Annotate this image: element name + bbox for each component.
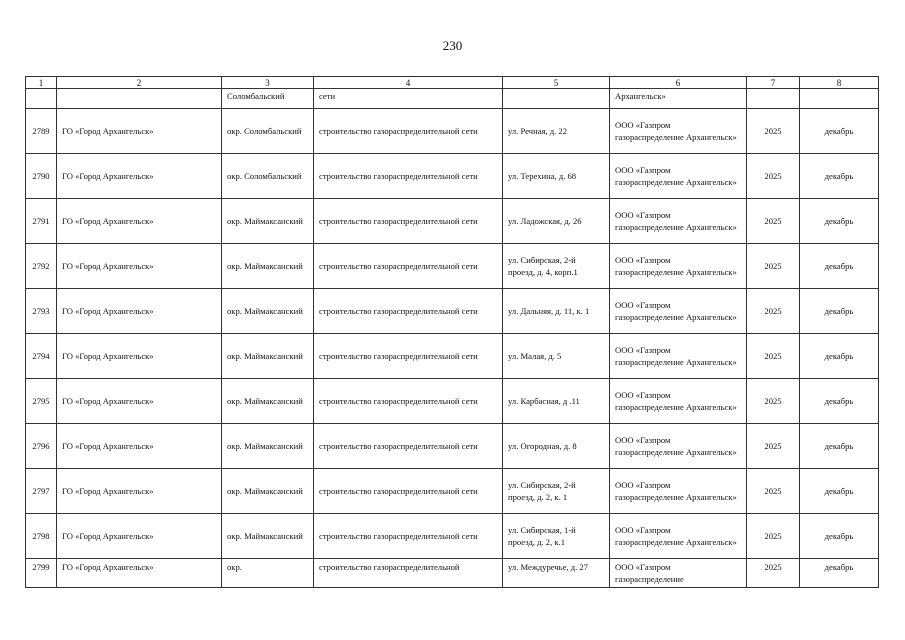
cell-num: 2797 xyxy=(26,469,57,514)
cell-num: 2790 xyxy=(26,154,57,199)
cell-district: окр. Маймаксанский xyxy=(222,379,314,424)
cell-year: 2025 xyxy=(747,424,800,469)
cell-num xyxy=(26,89,57,109)
cell-work: строительство газораспределительной сети xyxy=(314,199,503,244)
cell-mo: ГО «Город Архангельск» xyxy=(57,424,222,469)
cell-district: окр. Маймаксанский xyxy=(222,514,314,559)
cell-work: строительство газораспределительной сети xyxy=(314,469,503,514)
cell-district: окр. Соломбальский xyxy=(222,109,314,154)
col-num-6: 6 xyxy=(610,77,747,89)
col-num-1: 1 xyxy=(26,77,57,89)
cell-district: окр. Маймаксанский xyxy=(222,289,314,334)
continuation-row xyxy=(26,89,879,109)
cell-mo: ГО «Город Архангельск» xyxy=(57,289,222,334)
cell-work: строительство газораспределительной сети xyxy=(314,109,503,154)
cell-owner: ООО «Газпром газораспределение Архангельск» xyxy=(610,244,747,289)
cell-month: декабрь xyxy=(800,559,879,588)
cell-address: ул. Терехина, д. 68 xyxy=(503,154,610,199)
cell-mo xyxy=(57,89,222,109)
cell-district: окр. Маймаксанский xyxy=(222,334,314,379)
cell-year: 2025 xyxy=(747,244,800,289)
cell-month: декабрь xyxy=(800,424,879,469)
cell-work: строительство газораспределительной сети xyxy=(314,244,503,289)
cell-month: декабрь xyxy=(800,244,879,289)
cell-district: окр. xyxy=(222,559,314,588)
cell-year: 2025 xyxy=(747,199,800,244)
cell-mo: ГО «Город Архангельск» xyxy=(57,469,222,514)
col-num-5: 5 xyxy=(503,77,610,89)
cell-mo: ГО «Город Архангельск» xyxy=(57,334,222,379)
cell-num: 2799 xyxy=(26,559,57,588)
cell-mo: ГО «Город Архангельск» xyxy=(57,244,222,289)
col-num-4: 4 xyxy=(314,77,503,89)
table-row xyxy=(26,109,879,154)
table-row xyxy=(26,334,879,379)
cell-month: декабрь xyxy=(800,154,879,199)
cell-district: окр. Соломбальский xyxy=(222,154,314,199)
col-num-3: 3 xyxy=(222,77,314,89)
cell-owner: ООО «Газпром газораспределение Архангельск» xyxy=(610,379,747,424)
cell-owner: ООО «Газпром газораспределение Архангельск» xyxy=(610,334,747,379)
cell-year xyxy=(747,89,800,109)
cell-work: строительство газораспределительной xyxy=(314,559,503,588)
cell-year: 2025 xyxy=(747,154,800,199)
cell-mo: ГО «Город Архангельск» xyxy=(57,514,222,559)
cell-num: 2791 xyxy=(26,199,57,244)
cell-address: ул. Дальняя, д. 11, к. 1 xyxy=(503,289,610,334)
cell-num: 2789 xyxy=(26,109,57,154)
cell-owner: ООО «Газпром газораспределение Архангельск» xyxy=(610,289,747,334)
cell-month: декабрь xyxy=(800,109,879,154)
cell-num: 2795 xyxy=(26,379,57,424)
cell-num: 2796 xyxy=(26,424,57,469)
cell-year: 2025 xyxy=(747,514,800,559)
cell-owner: ООО «Газпром газораспределение Архангельск» xyxy=(610,469,747,514)
cell-num: 2794 xyxy=(26,334,57,379)
table-row xyxy=(26,154,879,199)
cell-address: ул. Ладожская, д. 26 xyxy=(503,199,610,244)
cell-month: декабрь xyxy=(800,379,879,424)
cell-mo: ГО «Город Архангельск» xyxy=(57,379,222,424)
cell-owner: ООО «Газпром газораспределение Архангельск» xyxy=(610,424,747,469)
cell-address: ул. Речная, д. 22 xyxy=(503,109,610,154)
gasification-table xyxy=(25,76,879,588)
page-number: 230 xyxy=(442,38,463,53)
cell-district: окр. Маймаксанский xyxy=(222,244,314,289)
cell-work: строительство газораспределительной сети xyxy=(314,379,503,424)
cell-year: 2025 xyxy=(747,289,800,334)
cell-month: декабрь xyxy=(800,469,879,514)
cell-month: декабрь xyxy=(800,334,879,379)
cell-work: строительство газораспределительной сети xyxy=(314,334,503,379)
cell-district: Соломбальский xyxy=(222,89,314,109)
cell-month xyxy=(800,89,879,109)
cell-address: ул. Карбасная, д .11 xyxy=(503,379,610,424)
cell-mo: ГО «Город Архангельск» xyxy=(57,199,222,244)
cell-num: 2793 xyxy=(26,289,57,334)
cell-work: строительство газораспределительной сети xyxy=(314,514,503,559)
cell-owner: ООО «Газпром газораспределение xyxy=(610,559,747,588)
cell-district: окр. Маймаксанский xyxy=(222,424,314,469)
cell-address: ул. Малая, д. 5 xyxy=(503,334,610,379)
cell-year: 2025 xyxy=(747,469,800,514)
cell-address: ул. Сибирская, 2-й проезд, д. 2, к. 1 xyxy=(503,469,610,514)
cell-month: декабрь xyxy=(800,199,879,244)
cell-work: строительство газораспределительной сети xyxy=(314,154,503,199)
table-row xyxy=(26,379,879,424)
cell-mo: ГО «Город Архангельск» xyxy=(57,109,222,154)
table-row xyxy=(26,559,879,588)
cell-address: ул. Междуречье, д. 27 xyxy=(503,559,610,588)
cell-month: декабрь xyxy=(800,289,879,334)
col-num-2: 2 xyxy=(57,77,222,89)
cell-num: 2798 xyxy=(26,514,57,559)
cell-owner: ООО «Газпром газораспределение Архангельск» xyxy=(610,199,747,244)
table-row xyxy=(26,469,879,514)
cell-year: 2025 xyxy=(747,334,800,379)
table-row xyxy=(26,424,879,469)
cell-address: ул. Сибирская, 1-й проезд, д. 2, к.1 xyxy=(503,514,610,559)
cell-mo: ГО «Город Архангельск» xyxy=(57,559,222,588)
col-num-7: 7 xyxy=(747,77,800,89)
cell-work: строительство газораспределительной сети xyxy=(314,424,503,469)
cell-owner: ООО «Газпром газораспределение Архангельск» xyxy=(610,154,747,199)
cell-work: строительство газораспределительной сети xyxy=(314,289,503,334)
cell-year: 2025 xyxy=(747,379,800,424)
cell-address xyxy=(503,89,610,109)
cell-owner: ООО «Газпром газораспределение Архангельск» xyxy=(610,514,747,559)
table-row xyxy=(26,289,879,334)
table-row xyxy=(26,244,879,289)
cell-owner: Архангельск» xyxy=(610,89,747,109)
cell-mo: ГО «Город Архангельск» xyxy=(57,154,222,199)
cell-address: ул. Сибирская, 2-й проезд, д. 4, корп.1 xyxy=(503,244,610,289)
column-number-header xyxy=(26,77,879,89)
cell-address: ул. Огородная, д. 8 xyxy=(503,424,610,469)
cell-district: окр. Маймаксанский xyxy=(222,199,314,244)
cell-owner: ООО «Газпром газораспределение Архангельск» xyxy=(610,109,747,154)
col-num-8: 8 xyxy=(800,77,879,89)
cell-work: сети xyxy=(314,89,503,109)
cell-num: 2792 xyxy=(26,244,57,289)
table-row xyxy=(26,199,879,244)
cell-year: 2025 xyxy=(747,559,800,588)
table-row xyxy=(26,514,879,559)
cell-year: 2025 xyxy=(747,109,800,154)
cell-month: декабрь xyxy=(800,514,879,559)
cell-district: окр. Маймаксанский xyxy=(222,469,314,514)
